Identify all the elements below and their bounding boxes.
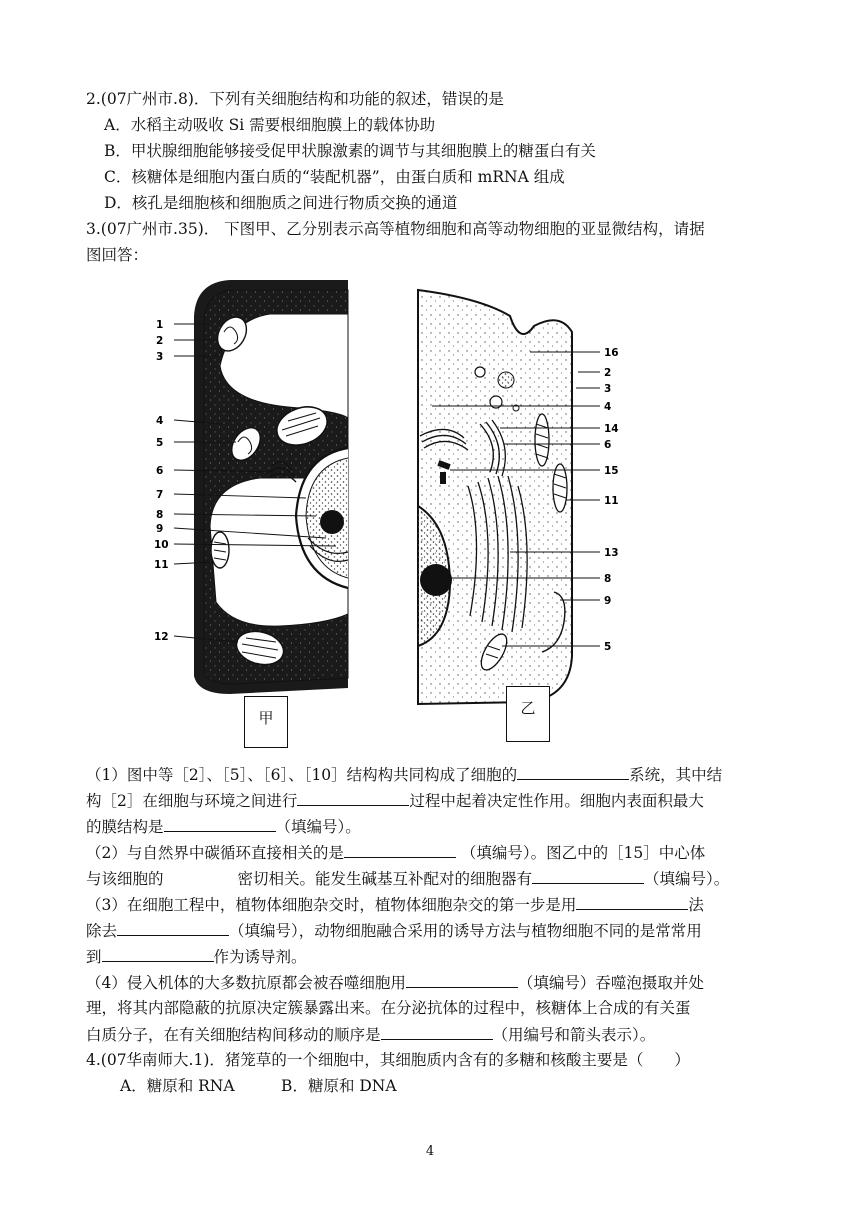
animal-label-9: 9 [604,595,612,607]
answer-blank[interactable] [381,1023,493,1040]
animal-cell-caption [506,686,550,742]
text: 过程中起着决定性作用。细胞内表面积最大 [409,792,704,810]
q3-part1-line3 [86,815,361,838]
text: 密切相关。能发生碱基互补配对的细胞器有 [237,870,533,888]
animal-label-11: 11 [604,495,619,507]
plant-cell-caption-text: 甲 [258,709,274,727]
text: （填编号），动物细胞融合采用的诱导方法与植物细胞不同的是常常用 [229,922,702,940]
q2-option-b: B．甲状腺细胞能够接受促甲状腺激素的调节与其细胞膜上的糖蛋白有关 [104,142,596,160]
q2-option-d: D．核孔是细胞核和细胞质之间进行物质交换的通道 [104,194,458,212]
text: 与该细胞的 [86,870,164,888]
answer-blank[interactable] [164,815,276,832]
text: 白质分子，在有关细胞结构间移动的顺序是 [86,1026,381,1044]
text: 的膜结构是 [86,818,164,836]
q3-part4-line1 [86,971,704,994]
text: （用编号和箭头表示）。 [492,1026,656,1044]
animal-cell [418,290,619,704]
text: （3）在细胞工程中，植物体细胞杂交时，植物体细胞杂交的第一步是用 [86,896,577,914]
plant-label-3: 3 [156,351,164,363]
text: 法 [688,896,704,914]
q3-part2-line1 [86,841,705,864]
animal-label-8: 8 [604,573,612,585]
text: （4）侵入机体的大多数抗原都会被吞噬细胞用 [86,974,406,992]
plant-cell [154,280,348,694]
animal-label-16: 16 [604,347,619,359]
plant-label-7: 7 [156,489,164,501]
answer-blank[interactable] [297,789,409,806]
plant-cell-caption [244,696,288,748]
answer-blank[interactable] [102,945,214,962]
q3-part4-line2: 理，将其内部隐蔽的抗原决定簇暴露出来。在分泌抗体的过程中，核糖体上合成的有关蛋 [86,999,691,1017]
plant-label-2: 2 [156,335,164,347]
q3-part3-line1 [86,893,704,916]
animal-label-6: 6 [604,439,612,451]
answer-blank[interactable] [532,867,644,884]
answer-blank[interactable] [117,919,229,936]
text: （填编号）吞噬泡摄取并处 [517,974,704,992]
text: 构［2］在细胞与环境之间进行 [86,792,298,810]
animal-label-5: 5 [604,641,612,653]
answer-blank[interactable] [517,763,629,780]
q2-stem: 2.(07广州市.8)．下列有关细胞结构和功能的叙述，错误的是 [86,90,504,108]
q2-option-c: C．核糖体是细胞内蛋白质的“装配机器”，由蛋白质和 mRNA 组成 [104,168,565,186]
q3-part4-line3 [86,1023,655,1046]
animal-label-3: 3 [604,383,612,395]
answer-space[interactable] [164,868,238,884]
answer-blank[interactable] [576,893,688,910]
text: 系统，其中结 [629,766,723,784]
plant-label-12: 12 [154,631,169,643]
q3-part3-line3 [86,945,307,968]
plant-label-11: 11 [154,559,169,571]
animal-cell-caption-text: 乙 [520,699,536,717]
q2-option-a: A．水稻主动吸收 Si 需要根细胞膜上的载体协助 [104,116,436,134]
page-number: 4 [425,1144,435,1159]
q3-part1-line2 [86,789,704,812]
plant-label-10: 10 [154,539,169,551]
cell-structure-figure [150,276,640,746]
text: （填编号）。 [644,870,730,888]
plant-label-5: 5 [156,437,164,449]
text: （填编号）。 [275,818,361,836]
q3-part2-line2 [86,867,729,890]
answer-blank[interactable] [344,841,456,858]
plant-label-9: 9 [156,523,164,535]
text: （1）图中等［2］、［5］、［6］、［10］结构构共同构成了细胞的 [86,766,518,784]
plant-label-8: 8 [156,509,164,521]
animal-label-13: 13 [604,547,619,559]
plant-label-4: 4 [156,415,164,427]
text: 除去 [86,922,118,940]
animal-label-4: 4 [604,401,612,413]
q4-options: A．糖原和 RNA B．糖原和 DNA [120,1077,397,1095]
animal-label-2: 2 [604,367,612,379]
animal-label-14: 14 [604,423,619,435]
animal-label-15: 15 [604,465,619,477]
text: 作为诱导剂。 [213,948,307,966]
plant-label-1: 1 [156,319,164,331]
q3-part1-line1 [86,763,722,786]
cell-diagram [150,276,640,746]
text: （2）与自然界中碳循环直接相关的是 [86,844,344,862]
plant-label-6: 6 [156,465,164,477]
q3-stem-line1: 3.(07广州市.35)． 下图甲、乙分别表示高等植物细胞和高等动物细胞的亚显微结构，请据 [86,220,705,238]
answer-blank[interactable] [406,971,518,988]
q3-stem-line2: 图回答： [86,246,149,264]
text: 到 [86,948,102,966]
q3-part3-line2 [86,919,702,942]
q4-stem: 4.(07华南师大.1)．猪笼草的一个细胞中，其细胞质内含有的多糖和核酸主要是（ ） [86,1051,690,1069]
text: （填编号）。图乙中的［15］中心体 [460,844,706,862]
